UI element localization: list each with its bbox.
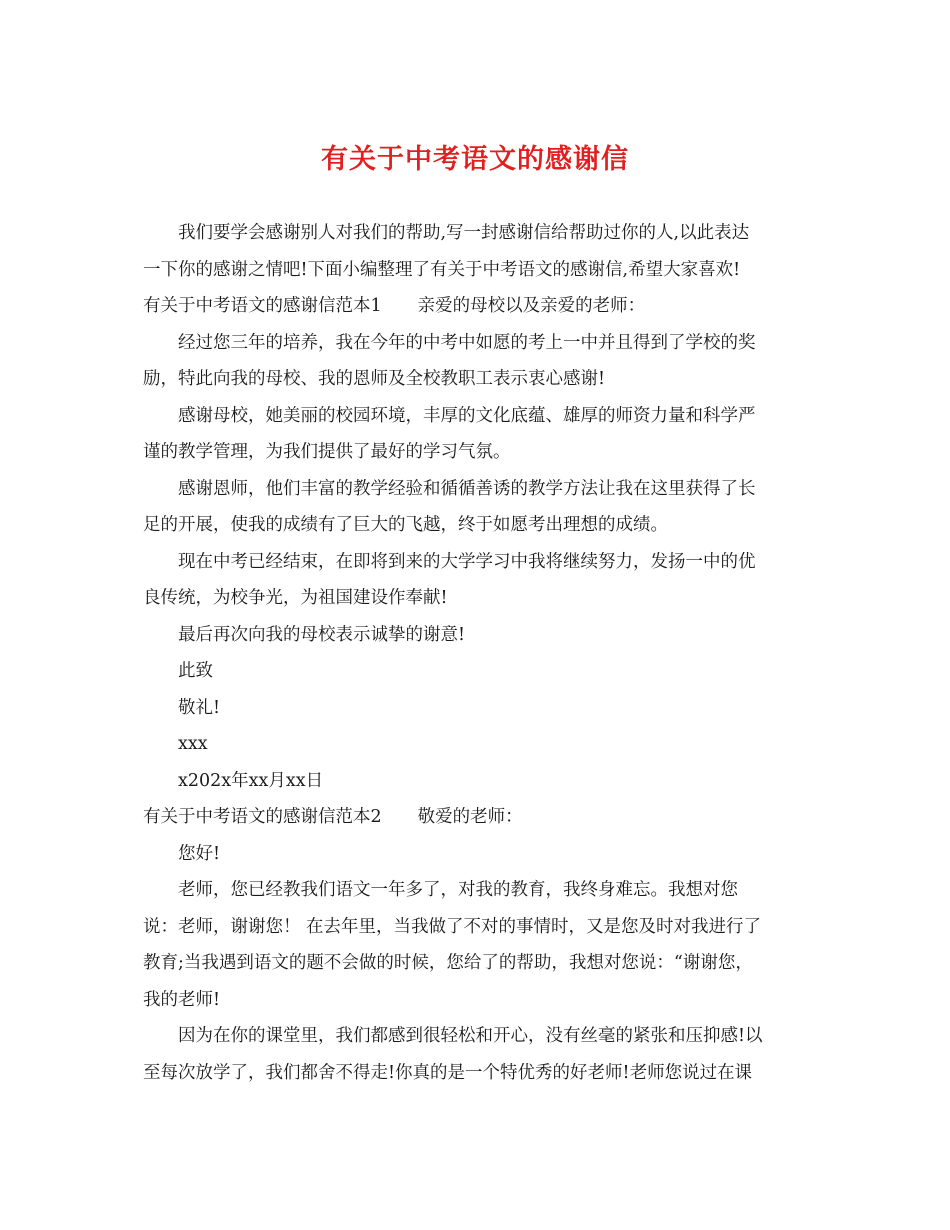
paragraph-line: 感谢母校，她美丽的校园环境，丰厚的文化底蕴、雄厚的师资力量和科学严: [178, 405, 756, 426]
document-title: 有关于中考语文的感谢信: [321, 144, 629, 175]
sample-2-heading: 有关于中考语文的感谢信范本2: [143, 807, 382, 827]
salute-line: 敬礼!: [178, 697, 221, 718]
paragraph-line: 现在中考已经结束，在即将到来的大学学习中我将继续努力，发扬一中的优: [178, 551, 756, 572]
intro-line: 一下你的感谢之情吧!下面小编整理了有关于中考语文的感谢信,希望大家喜欢!: [143, 259, 741, 280]
paragraph-line: 经过您三年的培养，我在今年的中考中如愿的考上一中并且得到了学校的奖: [178, 332, 756, 353]
closing-line: 最后再次向我的母校表示诚挚的谢意!: [178, 624, 466, 645]
paragraph-line: 至每次放学了，我们都舍不得走!你真的是一个特优秀的好老师!老师您说过在课: [143, 1062, 753, 1083]
paragraph-line: 感谢恩师，他们丰富的教学经验和循循善诱的教学方法让我在这里获得了长: [178, 478, 756, 499]
paragraph-line: 我的老师!: [143, 989, 221, 1010]
intro-line: 我们要学会感谢别人对我们的帮助,写一封感谢信给帮助过你的人,以此表达: [178, 223, 750, 243]
paragraph-line: 因为在你的课堂里，我们都感到很轻松和开心，没有丝毫的紧张和压抑感!以: [178, 1026, 763, 1046]
letter-body: [143, 215, 808, 1091]
paragraph-line: 良传统，为校争光，为祖国建设作奉献!: [143, 588, 448, 608]
paragraph-line: 谨的教学管理，为我们提供了最好的学习气氛。: [143, 442, 511, 462]
paragraph-line: 励，特此向我的母校、我的恩师及全校教职工表示衷心感谢!: [143, 369, 606, 389]
sample-2-heading-line: [143, 799, 808, 836]
sample-2-salutation: 敬爱的老师：: [417, 807, 523, 827]
sample-1-heading: 有关于中考语文的感谢信范本1: [143, 296, 382, 316]
sample-1-salutation: 亲爱的母校以及亲爱的老师：: [417, 296, 646, 316]
paragraph-line: 足的开展，使我的成绩有了巨大的飞越，终于如愿考出理想的成绩。: [143, 515, 668, 535]
paragraph-line: 老师，您已经教我们语文一年多了，对我的教育，我终身难忘。我想对您: [178, 880, 738, 900]
paragraph-line: 说：老师，谢谢您！ 在去年里，当我做了不对的事情时，又是您及时对我进行了: [143, 916, 762, 937]
salute-line: 此致: [178, 661, 213, 681]
greeting: 您好!: [178, 843, 221, 864]
paragraph-line: 教育;当我遇到语文的题不会做的时候，您给了的帮助，我想对您说：“谢谢您，: [143, 953, 753, 973]
sample-1-heading-line: [143, 288, 808, 325]
signature: xxx: [178, 734, 208, 754]
date: x202x年xx月xx日: [178, 770, 324, 791]
